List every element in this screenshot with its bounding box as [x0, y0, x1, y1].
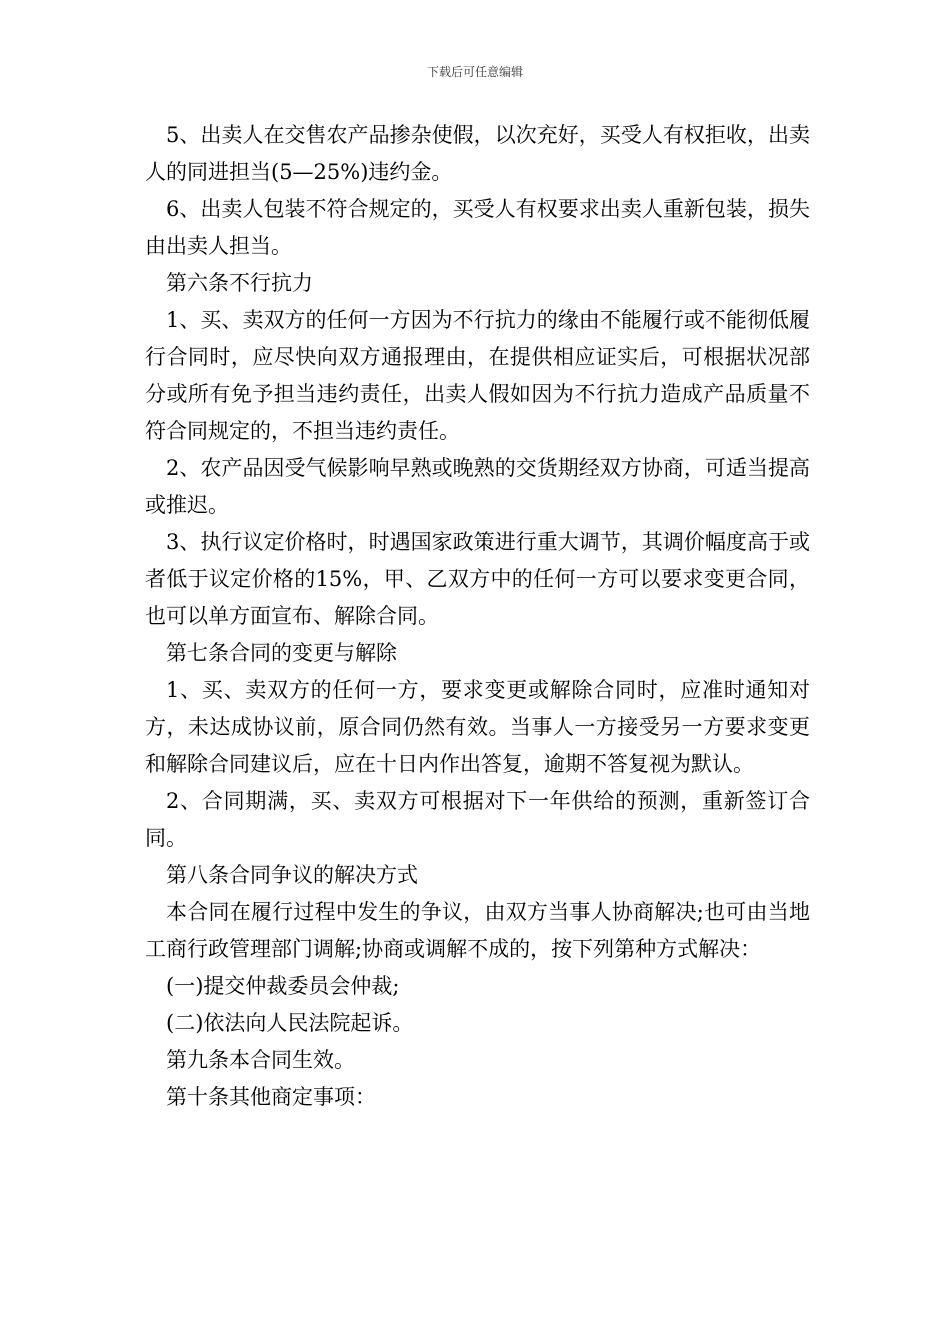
paragraph-force-majeure-1: 1、买、卖双方的任何一方因为不行抗力的缘由不能履行或不能彻低履行合同时，应尽快向双方通报理由，在提供相应证实后，可根据状况部分或所有免予担当违约责任，出卖人假如因为不行抗力造成产品质量不符合同规定的，不担当违约责任。: [145, 308, 810, 443]
paragraph-force-majeure-2: 2、农产品因受气候影响早熟或晚熟的交货期经双方协商，可适当提高或推迟。: [145, 456, 810, 517]
list-item-litigation: (二)依法向人民法院起诉。: [166, 1011, 414, 1035]
section-heading-article-9: 第九条本合同生效。: [166, 1048, 355, 1072]
paragraph-clause-6-packaging: 6、出卖人包装不符合规定的，买受人有权要求出卖人重新包装，损失由出卖人担当。: [145, 197, 810, 258]
paragraph-change-termination-2: 2、合同期满，买、卖双方可根据对下一年供给的预测，重新签订合同。: [145, 789, 810, 850]
section-heading-article-8: 第八条合同争议的解决方式: [166, 863, 418, 887]
section-heading-article-6: 第六条不行抗力: [166, 271, 313, 295]
paragraph-force-majeure-3: 3、执行议定价格时，时遇国家政策进行重大调节，其调价幅度高于或者低于议定价格的15%，甲、乙双方中的任何一方可以要求变更合同，也可以单方面宣布、解除合同。: [145, 530, 810, 628]
list-item-arbitration: (一)提交仲裁委员会仲裁;: [166, 974, 400, 998]
document-body: [145, 117, 810, 1116]
page-header: 下载后可任意编辑: [426, 65, 523, 79]
paragraph-clause-5-penalty: 5、出卖人在交售农产品掺杂使假，以次充好，买受人有权拒收，出卖人的同进担当(5—25%)违约金。: [145, 123, 810, 184]
section-heading-article-7: 第七条合同的变更与解除: [166, 641, 397, 665]
paragraph-change-termination-1: 1、买、卖双方的任何一方，要求变更或解除合同时，应准时通知对方，未达成协议前，原合同仍然有效。当事人一方接受另一方要求变更和解除合同建议后，应在十日内作出答复，逾期不答复视为默认。: [145, 678, 810, 776]
paragraph-dispute-resolution: 本合同在履行过程中发生的争议，由双方当事人协商解决;也可由当地工商行政管理部门调解;协商或调解不成的，按下列第种方式解决：: [145, 900, 810, 961]
section-heading-article-10: 第十条其他商定事项：: [166, 1085, 376, 1109]
